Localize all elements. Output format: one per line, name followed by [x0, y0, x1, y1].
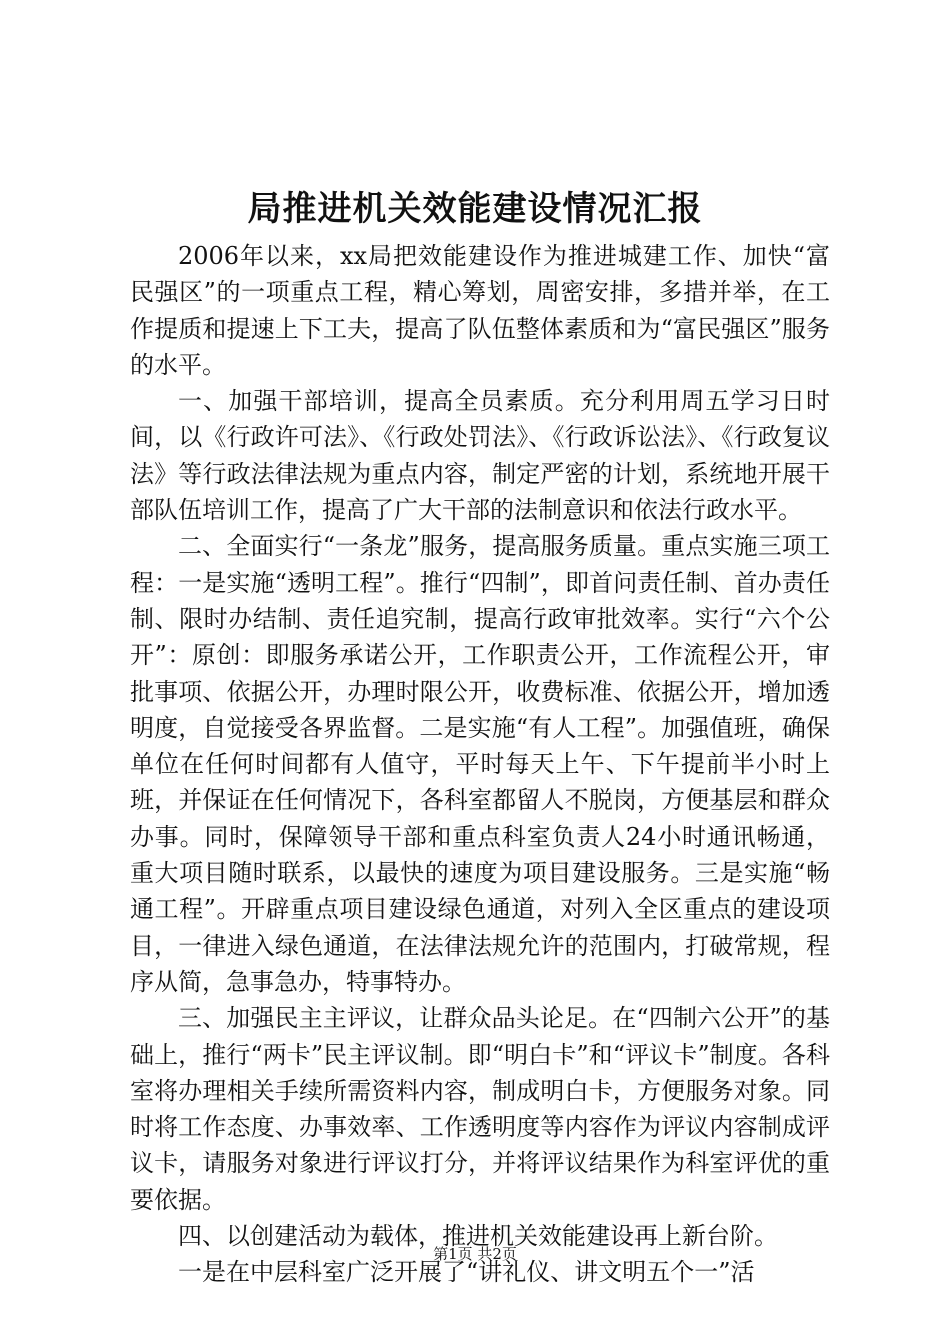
- section-2-paragraph: 二、全面实行“一条龙”服务，提高服务质量。重点实施三项工程：一是实施“透明工程”。推行“四制”，即首问责任制、首办责任制、限时办结制、责任追究制，提高行政审批效率。实行“六个公开”：原创：即服务承诺公开，工作职责公开，工作流程公开，审批事项、依据公开，办理时限公开，收费标准、依据公开，增加透明度，自觉接受各界监督。二是实施“有人工程”。加强值班，确保单位在任何时间都有人值守，平时每天上午、下午提前半小时上班，并保证在任何情况下，各科室都留人不脱岗，方便基层和群众办事。同时，保障领导干部和重点科室负责人24小时通讯畅通，重大项目随时联系，以最快的速度为项目建设服务。三是实施“畅通工程”。开辟重点项目建设绿色通道，对列入全区重点的建设项目，一律进入绿色通道，在法律法规允许的范围内，打破常规，程序从简，急事急办，特事特办。: [130, 532, 830, 996]
- document-body: [130, 238, 830, 1291]
- document-title: 局推进机关效能建设情况汇报: [247, 189, 703, 229]
- section-4-heading-paragraph: 四、以创建活动为载体，推进机关效能建设再上新台阶。: [178, 1222, 778, 1251]
- section-3-paragraph: 三、加强民主主评议，让群众品头论足。在“四制六公开”的基础上，推行“两卡”民主评议制。即“明白卡”和“评议卡”制度。各科室将办理相关手续所需资料内容，制成明白卡，方便服务对象。同时将工作态度、办事效率、工作透明度等内容作为评议内容制成评议卡，请服务对象进行评议打分，并将评议结果作为科室评优的重要依据。: [130, 1004, 830, 1214]
- section-4-item-1-paragraph: 一是在中层科室广泛开展了“讲礼仪、讲文明五个一”活: [178, 1258, 755, 1287]
- section-1-paragraph: 一、加强干部培训，提高全员素质。充分利用周五学习日时间，以《行政许可法》、《行政处罚法》、《行政诉讼法》、《行政复议法》等行政法律法规为重点内容，制定严密的计划，系统地开展干部队伍培训工作，提高了广大干部的法制意识和依法行政水平。: [130, 387, 830, 525]
- intro-paragraph: 2006年以来，xx局把效能建设作为推进城建工作、加快“富民强区”的一项重点工程，精心筹划，周密安排，多措并举，在工作提质和提速上下工夫，提高了队伍整体素质和为“富民强区”服务的水平。: [130, 242, 830, 379]
- page-number-footer: 第1页 共2页: [433, 1245, 517, 1263]
